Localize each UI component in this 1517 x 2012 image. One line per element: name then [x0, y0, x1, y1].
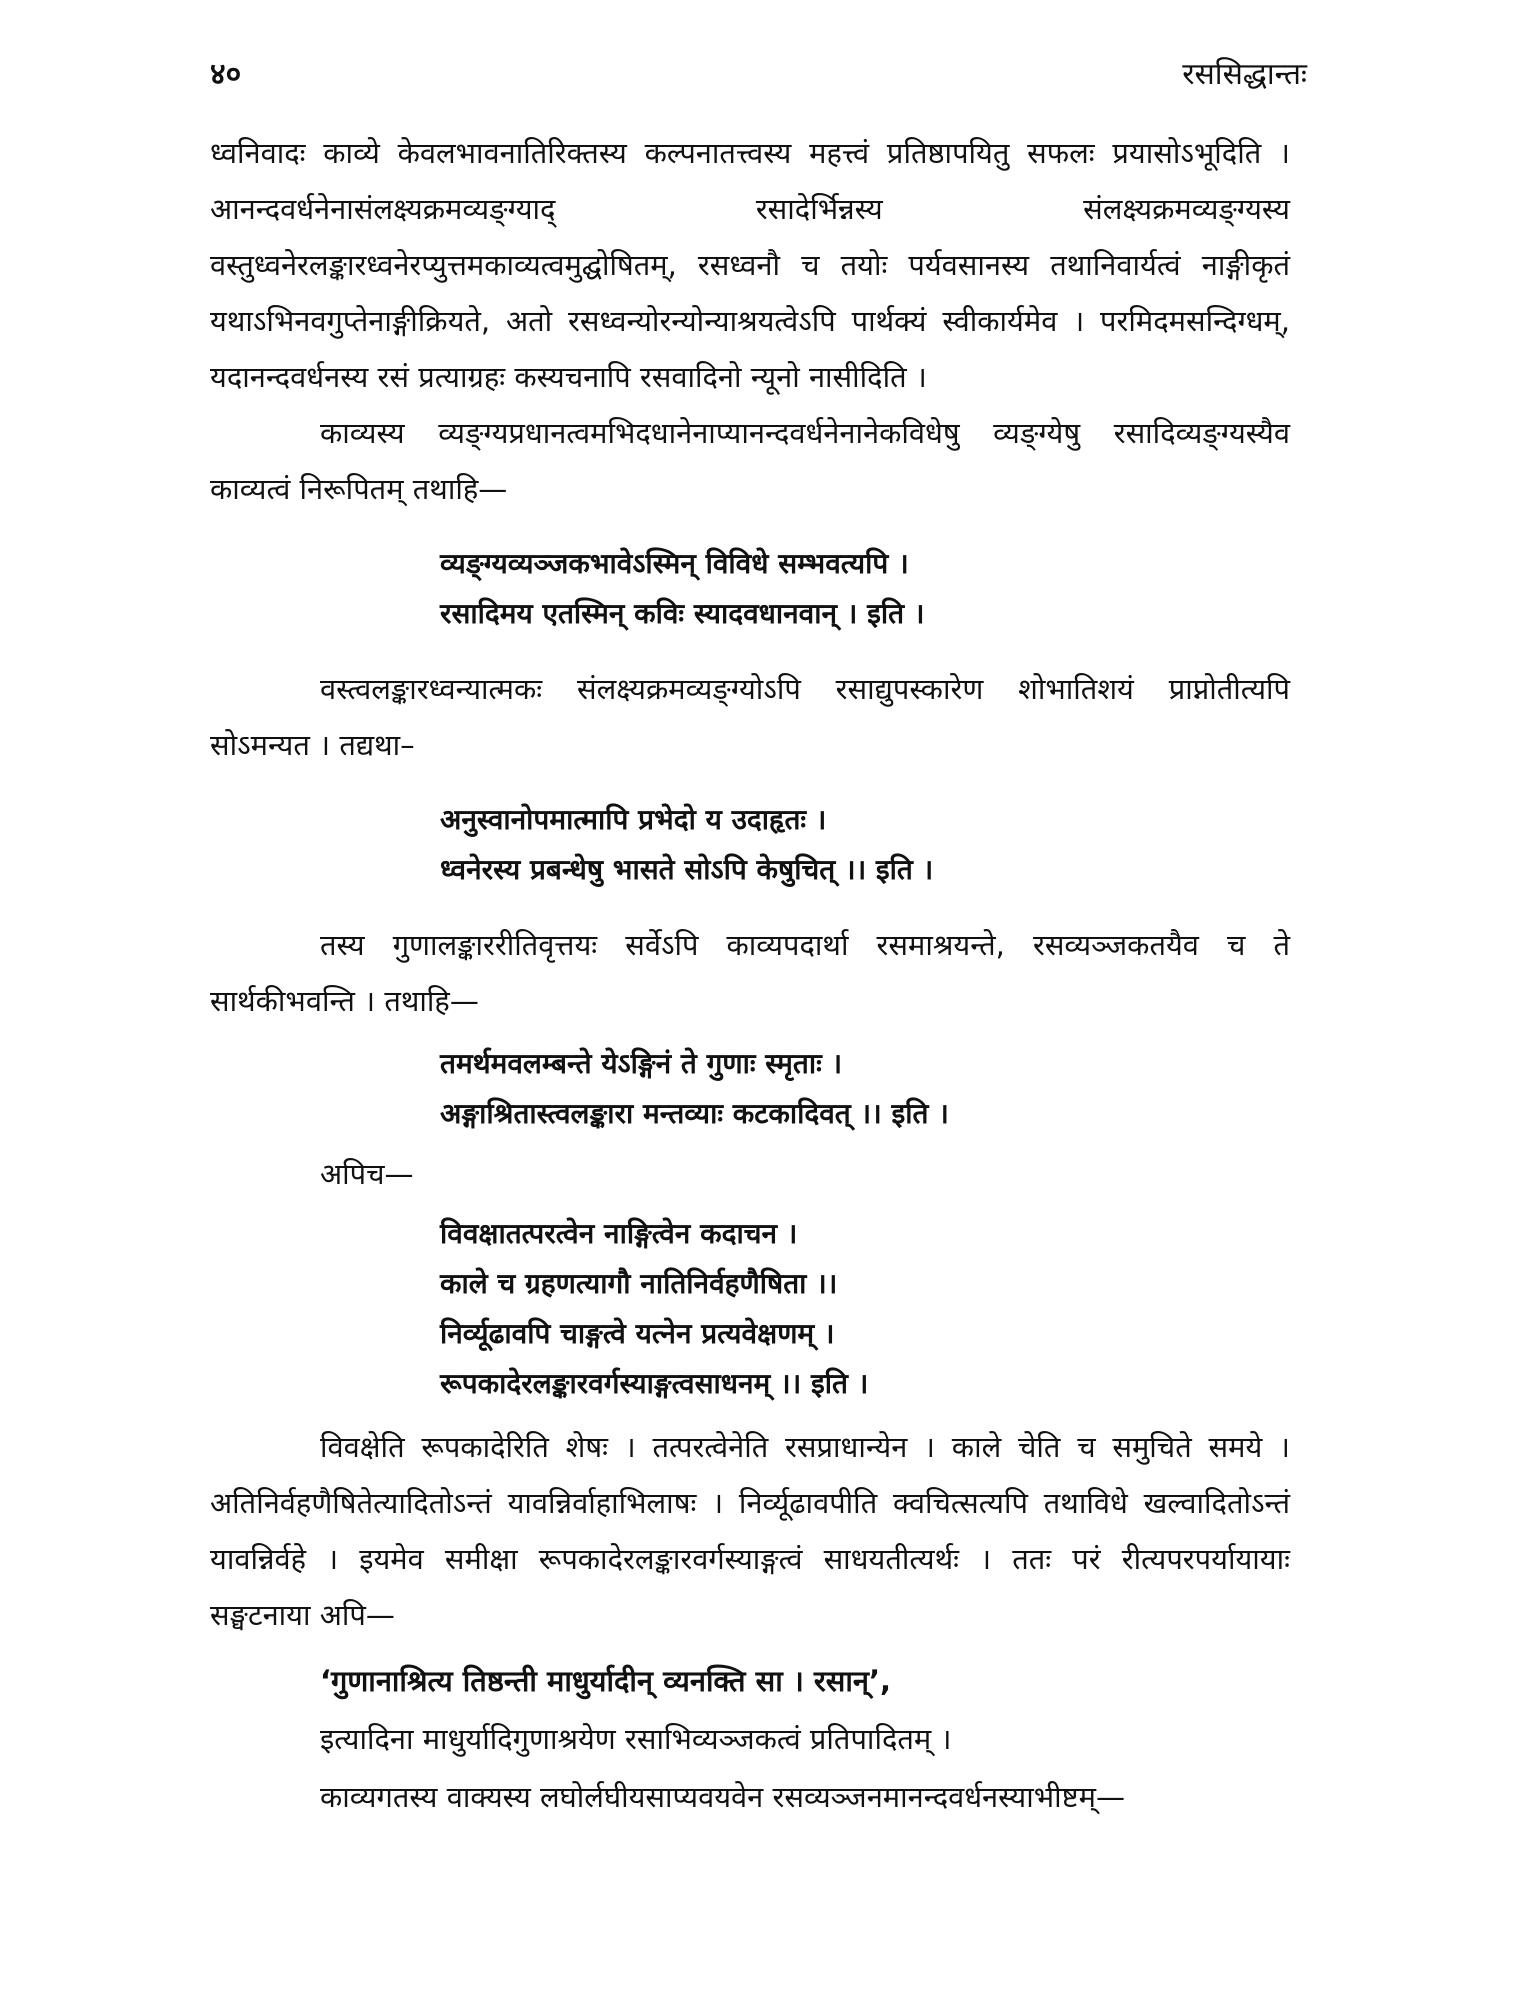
verse-line: रूपकादेरलङ्कारवर्गस्याङ्गत्वसाधनम् ।। इति । — [440, 1367, 869, 1400]
verse-4 — [440, 1209, 1290, 1409]
verse-line: तमर्थमवलम्बन्ते येऽङ्गिनं ते गुणाः स्मृताः । — [440, 1047, 843, 1080]
verse-2 — [440, 795, 1290, 895]
paragraph-5: विवक्षेति रूपकादेरिति शेषः । तत्परत्वेनेति रसप्राधान्येन । काले चेति च समुचिते समये । अतिनिर्वहणैषितेत्यादितोऽन्तं यावन्निर्वाहाभिलाषः । निर्व्यूढावपीति क्वचित्सत्यपि तथाविधे खल्वादितोऽन्तं यावन्निर्वहे । इयमेव समीक्षा रूपकादेरलङ्कारवर्गस्याङ्गत्वं साधयतीत्यर्थः । ततः परं रीत्यपरपर्यायायाः सङ्घटनाया अपि— — [210, 1430, 1290, 1632]
verse-line: काले च ग्रहणत्यागौ नातिनिर्वहणैषिता ।। — [440, 1267, 838, 1300]
verse-line: रसादिमय एतस्मिन् कविः स्यादवधानवान् । इति । — [440, 597, 925, 630]
paragraph-2: काव्यस्य व्यङ्ग्यप्रधानत्वमभिदधानेनाप्यानन्दवर्धनेनानेकविधेषु व्यङ्ग्येषु रसादिव्यङ्ग्यस्यैव काव्यत्वं निरूपितम् तथाहि— — [210, 416, 1290, 506]
paragraph-3: वस्त्वलङ्कारध्वन्यात्मकः संलक्ष्यक्रमव्यङ्ग्योऽपि रसाद्युपस्कारेण शोभातिशयं प्राप्नोतीत्यपि सोऽमन्यत । तद्यथा– — [210, 672, 1290, 762]
verse-line: अनुस्वानोपमात्मापि प्रभेदो य उदाहृतः । — [440, 803, 827, 836]
api-ca-label: अपिच— — [320, 1157, 414, 1191]
verse-line: विवक्षातत्परत्वेन नाङ्गित्वेन कदाचन । — [440, 1217, 798, 1250]
paragraph-1: ध्वनिवादः काव्ये केवलभावनातिरिक्तस्य कल्पनातत्त्वस्य महत्त्वं प्रतिष्ठापयितु सफलः प्रयासोऽभूदिति । आनन्दवर्धनेनासंलक्ष्यक्रमव्यङ्ग्याद् रसादेर्भिन्नस्य संलक्ष्यक्रमव्यङ्ग्यस्य वस्तुध्वनेरलङ्कारध्वनेरप्युत्तमकाव्यत्वमुद्घोषितम्, रसध्वनौ च तयोः पर्यवसानस्य तथानिवार्यत्वं नाङ्गीकृतं यथाऽभिनवगुप्तेनाङ्गीक्रियते, अतो रसध्वन्योरन्योन्याश्रयत्वेऽपि पार्थक्यं स्वीकार्यमेव । परमिदमसन्दिग्धम्, यदानन्दवर्धनस्य रसं प्रत्याग्रहः कस्यचनापि रसवादिनो न्यूनो नासीदिति । — [210, 136, 1290, 394]
verse-1 — [440, 539, 1290, 639]
verse-line: अङ्गाश्रितास्त्वलङ्कारा मन्तव्याः कटकादिवत् ।। इति । — [440, 1097, 949, 1130]
verse-line: ध्वनेरस्य प्रबन्धेषु भासते सोऽपि केषुचित् ।। इति । — [440, 853, 934, 886]
verse-line: व्यङ्ग्यव्यञ्जकभावेऽस्मिन् विविधे सम्भवत्यपि । — [440, 547, 909, 580]
page-header — [210, 52, 1307, 92]
paragraph-7: काव्यगतस्य वाक्यस्य लघोर्लघीयसाप्यवयवेन रसव्यञ्जनमानन्दवर्धनस्याभीष्टम्— — [320, 1780, 1125, 1814]
page-body — [210, 125, 1290, 1825]
paragraph-4: तस्य गुणालङ्काररीतिवृत्तयः सर्वेऽपि काव्यपदार्था रसमाश्रयन्ते, रसव्यञ्जकतयैव च ते सार्थकीभवन्ति । तथाहि— — [210, 928, 1290, 1018]
quoted-verse: ‘गुणानाश्रित्य तिष्ठन्ती माधुर्यादीन् व्यनक्ति सा । रसान्’, — [320, 1664, 892, 1698]
running-title: रससिद्धान्तः — [1182, 57, 1307, 92]
page-number: ४० — [210, 57, 242, 92]
verse-3 — [440, 1039, 1290, 1139]
paragraph-6: इत्यादिना माधुर्यादिगुणाश्रयेण रसाभिव्यञ्जकत्वं प्रतिपादितम् । — [320, 1722, 952, 1756]
verse-line: निर्व्यूढावपि चाङ्गत्वे यत्नेन प्रत्यवेक्षणम् । — [440, 1317, 835, 1350]
